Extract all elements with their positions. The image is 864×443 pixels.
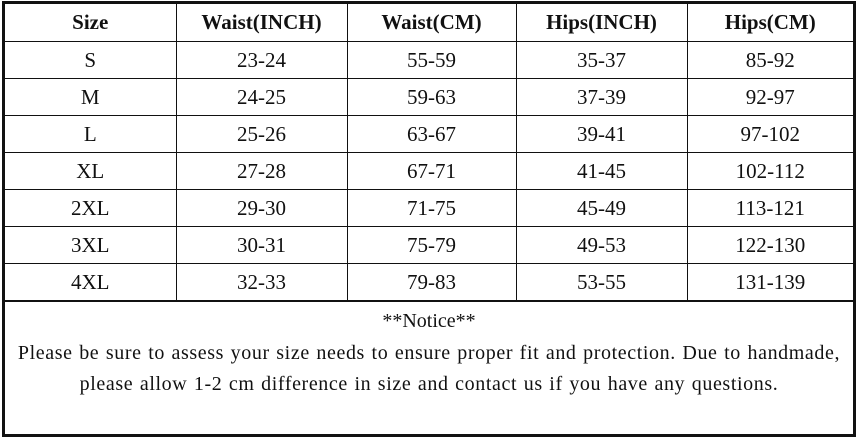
cell-hips-cm: 113-121 bbox=[687, 190, 853, 227]
cell-waist-cm: 55-59 bbox=[347, 42, 516, 79]
cell-waist-inch: 24-25 bbox=[176, 79, 347, 116]
cell-hips-inch: 45-49 bbox=[516, 190, 687, 227]
cell-hips-cm: 92-97 bbox=[687, 79, 853, 116]
cell-hips-inch: 35-37 bbox=[516, 42, 687, 79]
table-row bbox=[5, 42, 853, 79]
table-row bbox=[5, 264, 853, 301]
table-row bbox=[5, 79, 853, 116]
cell-size: 2XL bbox=[5, 190, 176, 227]
cell-waist-inch: 29-30 bbox=[176, 190, 347, 227]
table-row bbox=[5, 116, 853, 153]
cell-waist-cm: 71-75 bbox=[347, 190, 516, 227]
size-table bbox=[5, 4, 853, 301]
table-header-row bbox=[5, 4, 853, 42]
cell-hips-cm: 97-102 bbox=[687, 116, 853, 153]
cell-hips-inch: 53-55 bbox=[516, 264, 687, 301]
header-waist-inch: Waist(INCH) bbox=[176, 4, 347, 42]
cell-hips-inch: 41-45 bbox=[516, 153, 687, 190]
cell-waist-inch: 32-33 bbox=[176, 264, 347, 301]
cell-hips-cm: 85-92 bbox=[687, 42, 853, 79]
cell-waist-inch: 27-28 bbox=[176, 153, 347, 190]
notice-title: **Notice** bbox=[382, 310, 476, 332]
cell-hips-inch: 37-39 bbox=[516, 79, 687, 116]
cell-hips-cm: 102-112 bbox=[687, 153, 853, 190]
size-chart bbox=[2, 1, 856, 437]
cell-size: S bbox=[5, 42, 176, 79]
cell-waist-cm: 59-63 bbox=[347, 79, 516, 116]
cell-waist-cm: 79-83 bbox=[347, 264, 516, 301]
table-row bbox=[5, 190, 853, 227]
table-row bbox=[5, 153, 853, 190]
cell-waist-inch: 25-26 bbox=[176, 116, 347, 153]
header-size: Size bbox=[5, 4, 176, 42]
cell-size: L bbox=[5, 116, 176, 153]
notice-section bbox=[5, 301, 853, 400]
table-row bbox=[5, 227, 853, 264]
cell-hips-cm: 122-130 bbox=[687, 227, 853, 264]
header-waist-cm: Waist(CM) bbox=[347, 4, 516, 42]
cell-size: M bbox=[5, 79, 176, 116]
cell-hips-inch: 49-53 bbox=[516, 227, 687, 264]
cell-size: XL bbox=[5, 153, 176, 190]
cell-waist-cm: 63-67 bbox=[347, 116, 516, 153]
cell-hips-inch: 39-41 bbox=[516, 116, 687, 153]
cell-size: 3XL bbox=[5, 227, 176, 264]
cell-hips-cm: 131-139 bbox=[687, 264, 853, 301]
cell-waist-cm: 75-79 bbox=[347, 227, 516, 264]
cell-waist-inch: 30-31 bbox=[176, 227, 347, 264]
header-hips-cm: Hips(CM) bbox=[687, 4, 853, 42]
header-hips-inch: Hips(INCH) bbox=[516, 4, 687, 42]
cell-size: 4XL bbox=[5, 264, 176, 301]
notice-body: Please be sure to assess your size needs to ensure proper fit and protection. Due to handmade, please allow 1-2 cm difference in size and contact us if you have any questions. bbox=[17, 342, 841, 395]
cell-waist-inch: 23-24 bbox=[176, 42, 347, 79]
cell-waist-cm: 67-71 bbox=[347, 153, 516, 190]
